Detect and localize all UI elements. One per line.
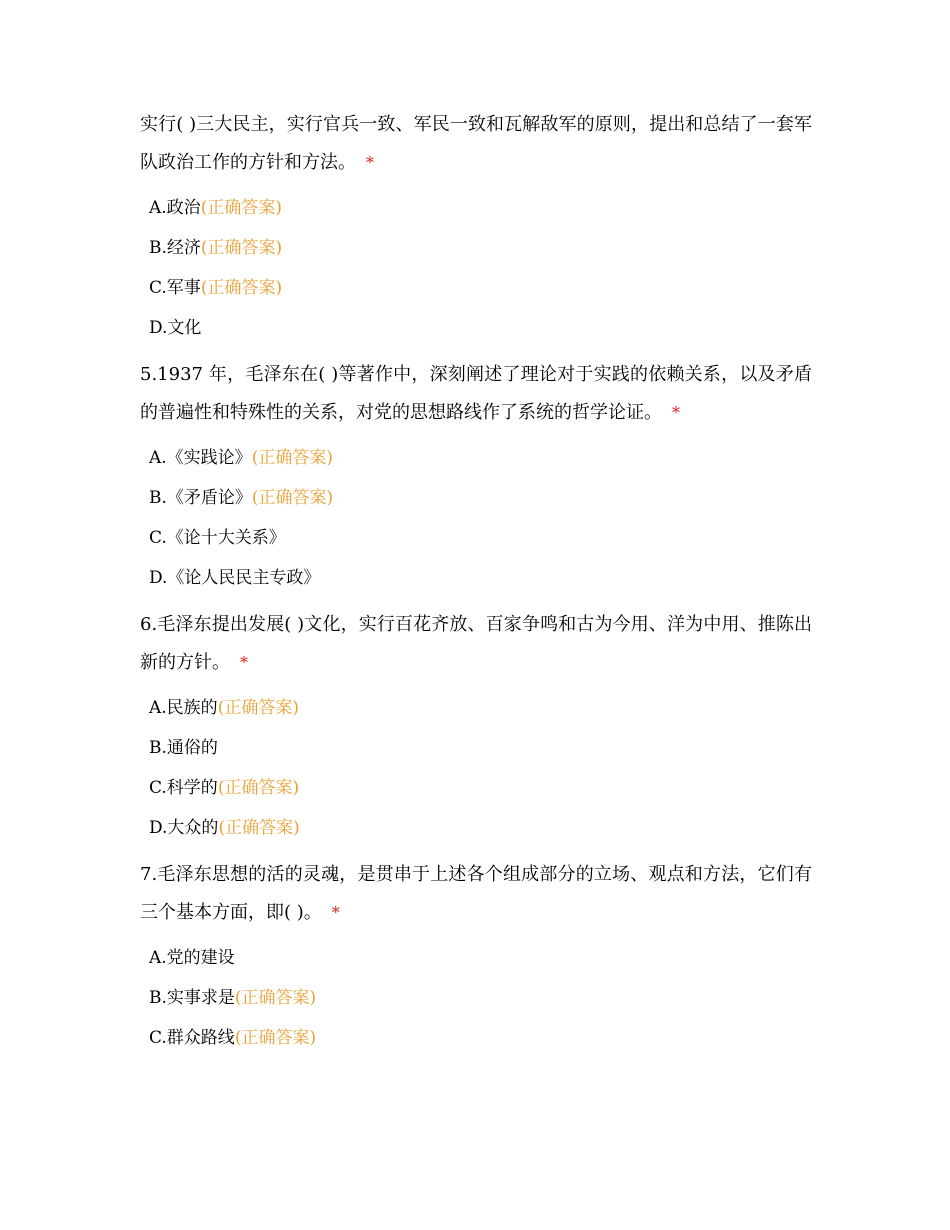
option-list [140,438,812,598]
option-label: D.《论人民民主专政》 [149,568,321,588]
option-label: C.群众路线 [149,1028,235,1048]
required-asterisk: * [240,653,248,672]
question-stem: 7.毛泽东思想的活的灵魂，是贯串于上述各个组成部分的立场、观点和方法，它们有三个基本方面，即( )。 [140,864,812,923]
option-label: A.民族的 [149,698,218,718]
question-stem: 6.毛泽东提出发展( )文化，实行百花齐放、百家争鸣和古为今用、洋为中用、推陈出新的方针。 [140,614,812,673]
question-stem: 实行( )三大民主，实行官兵一致、军民一致和瓦解敌军的原则，提出和总结了一套军队政治工作的方针和方法。 [140,114,812,173]
option-label: C.军事 [149,278,201,298]
option-list [140,938,812,1058]
correct-answer-tag: (正确答案) [234,988,317,1008]
question-spacer [140,1058,812,1066]
option-list [140,188,812,348]
option-label: A.政治 [149,198,201,218]
question-block [140,106,812,356]
option-list [140,688,812,848]
correct-answer-tag: (正确答案) [218,818,300,838]
correct-answer-tag: (正确答案) [200,238,283,258]
question-block [140,856,812,1066]
option-item[interactable] [140,478,812,518]
option-label: D.文化 [149,318,202,338]
option-item[interactable] [140,228,812,268]
option-label: C.科学的 [149,778,218,798]
option-item[interactable] [140,768,812,808]
question-spacer [140,598,812,606]
option-item[interactable] [140,308,812,348]
correct-answer-tag: (正确答案) [217,778,300,798]
option-label: A.党的建设 [149,948,235,968]
option-item[interactable] [140,558,812,598]
option-item[interactable] [140,938,812,978]
correct-answer-tag: (正确答案) [200,278,283,298]
question-text [140,856,812,932]
correct-answer-tag: (正确答案) [251,488,334,508]
question-block [140,356,812,606]
option-item[interactable] [140,268,812,308]
correct-answer-tag: (正确答案) [200,198,282,218]
question-stem: 5.1937 年，毛泽东在( )等著作中，深刻阐述了理论对于实践的依赖关系，以及矛盾的普遍性和特殊性的关系，对党的思想路线作了系统的哲学论证。 [140,364,812,423]
correct-answer-tag: (正确答案) [234,1028,317,1048]
required-asterisk: * [672,403,680,422]
option-label: B.经济 [149,238,201,258]
quiz-page [140,106,812,1066]
question-text [140,106,812,182]
question-text [140,356,812,432]
option-label: B.实事求是 [149,988,235,1008]
option-item[interactable] [140,1018,812,1058]
option-item[interactable] [140,438,812,478]
option-item[interactable] [140,188,812,228]
question-text [140,606,812,682]
option-label: A.《实践论》 [149,448,252,468]
required-asterisk: * [366,153,374,172]
question-spacer [140,848,812,856]
option-item[interactable] [140,688,812,728]
option-label: B.通俗的 [149,738,218,758]
correct-answer-tag: (正确答案) [251,448,333,468]
required-asterisk: * [331,903,340,922]
question-block [140,606,812,856]
correct-answer-tag: (正确答案) [217,698,299,718]
option-item[interactable] [140,728,812,768]
option-label: B.《矛盾论》 [149,488,252,508]
option-item[interactable] [140,518,812,558]
option-label: C.《论十大关系》 [149,528,286,548]
option-item[interactable] [140,978,812,1018]
option-item[interactable] [140,808,812,848]
question-spacer [140,348,812,356]
option-label: D.大众的 [149,818,219,838]
